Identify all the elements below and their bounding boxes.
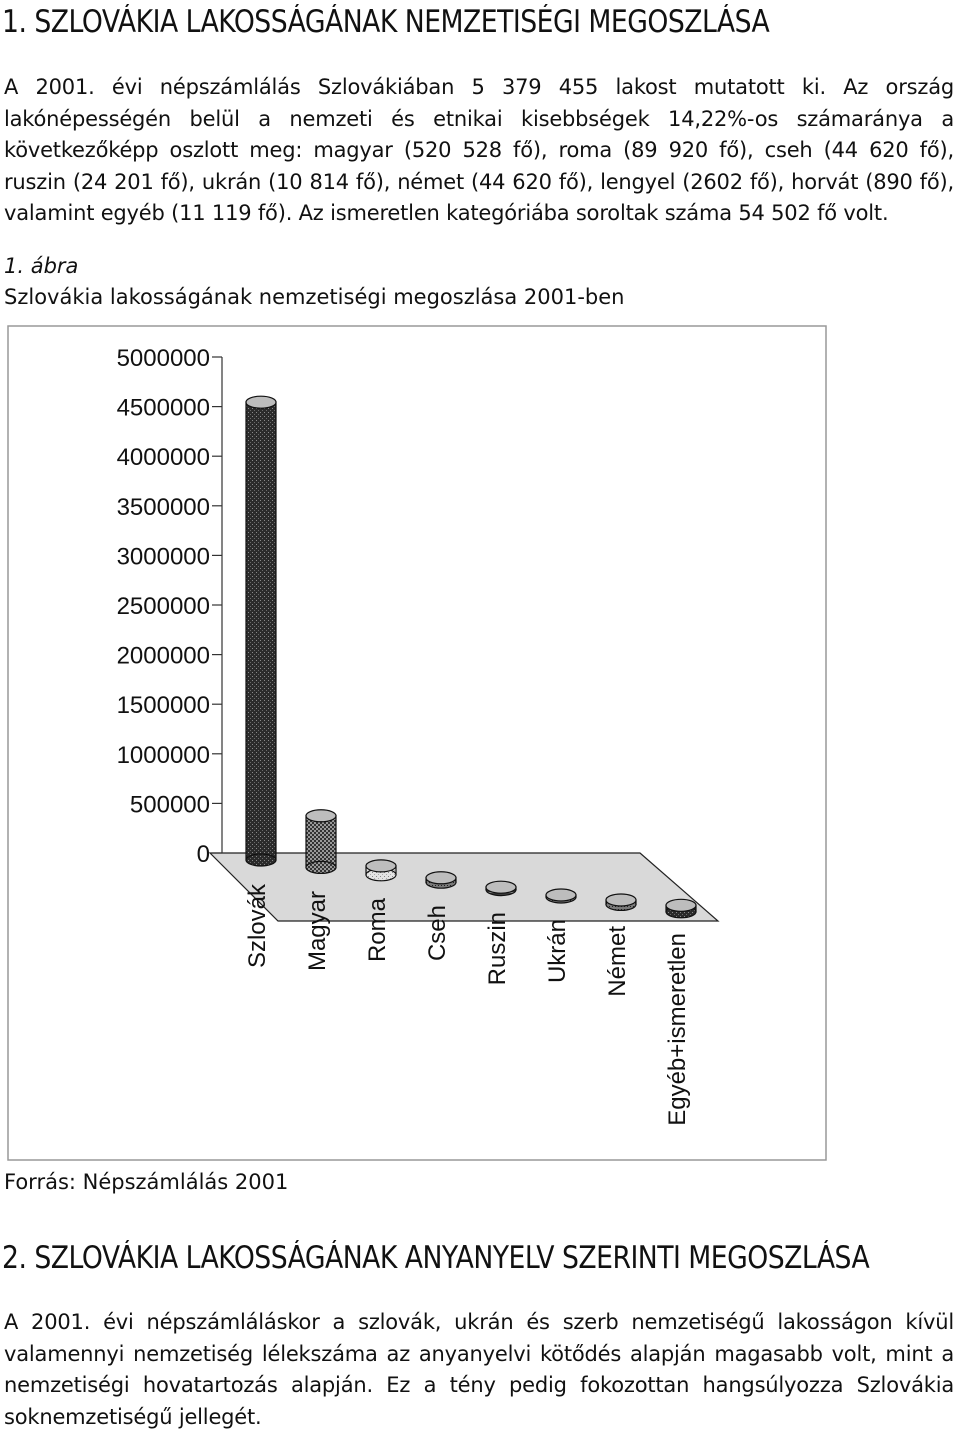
bar-top-0 [246,396,276,408]
category-label: Egyéb+ismeretlen [664,933,691,1126]
section-2-paragraph: A 2001. évi népszámláláskor a szlovák, ukrán és szerb nemzetiségű lakosságon kívül valamennyi nemzetiség lélekszáma az anyanyelvi kötődés alapján magasabb volt, mint a nemzetiségi hovatartozás alapján. Ez a tény pedig fokozottan hangsúlyozza Szlovákia soknemzetiségű jellegét. [4,1310,954,1429]
bar-top-3 [426,872,456,884]
bar-top-7 [666,899,696,911]
y-tick-label: 500000 [129,791,210,819]
y-tick-label: 4500000 [116,394,210,422]
y-tick-label: 4000000 [116,444,210,472]
figure-title: Szlovákia lakosságának nemzetiségi megoszlása 2001-ben [4,285,625,309]
category-label: Ukrán [544,919,571,984]
bar-top-5 [546,889,576,901]
section-1-paragraph: A 2001. évi népszámlálás Szlovákiában 5 379 455 lakost mutatott ki. Az ország lakónépességén belül a nemzeti és etnikai kisebbségek 14,22%-os számaránya a következőképp oszlott meg: magyar (520 528 fő), roma (89 920 fő), cseh (44 620 fő), ruszin (24 201 fő), ukrán (10 814 fő), német (44 620 fő), lengyel (2602 fő), horvát (890 fő), valamint egyéb (11 119 fő). Az ismeretlen kategóriába soroltak száma 54 502 fő volt. [4,75,954,226]
y-tick-label: 3500000 [116,493,210,521]
y-tick-label: 1000000 [116,741,210,769]
y-tick-label: 3000000 [116,543,210,571]
y-tick-label: 1500000 [116,692,210,720]
category-label: Magyar [304,891,331,972]
section-2-heading: 2. SZLOVÁKIA LAKOSSÁGÁNAK ANYANYELV SZERINTI MEGOSZLÁSA [2,1240,870,1276]
category-label: Német [604,926,631,997]
section-1-heading: 1. SZLOVÁKIA LAKOSSÁGÁNAK NEMZETISÉGI MEGOSZLÁSA [2,4,770,40]
category-label: Szlovák [244,884,271,969]
y-tick-label: 5000000 [116,345,210,372]
category-label: Roma [364,898,391,963]
bar-top-4 [486,881,516,893]
bar-base-1 [306,861,336,873]
bar-0 [246,402,276,860]
bar-top-2 [366,860,396,872]
chart-floor [210,853,718,921]
y-tick-label: 0 [196,841,210,868]
bar-base-0 [246,854,276,866]
bar-1 [306,816,336,868]
y-tick-label: 2000000 [116,642,210,670]
y-tick-label: 2500000 [116,593,210,620]
bar-top-6 [606,894,636,906]
figure-number: 1. ábra [4,254,79,278]
category-label: Cseh [424,905,451,962]
category-label: Ruszin [484,912,511,986]
figure-source: Forrás: Népszámlálás 2001 [4,1170,289,1194]
bar-top-1 [306,810,336,822]
